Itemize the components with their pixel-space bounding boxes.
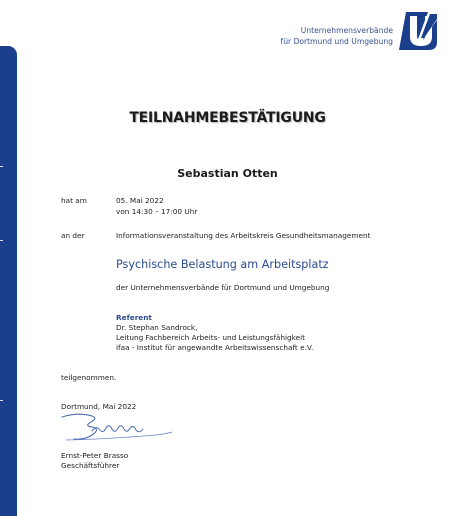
referent-line: Leitung Fachbereich Arbeits- und Leistungsfähigkeit <box>116 333 306 342</box>
referent-line: ifaa - Institut für angewandte Arbeitswissenschaft e.V. <box>116 343 314 352</box>
event-description: Informationsveranstaltung des Arbeitskreis Gesundheitsmanagement <box>116 231 371 240</box>
signer-name: Ernst-Peter Brasso <box>61 451 129 460</box>
uv-logo-icon <box>397 10 439 52</box>
participant-name: Sebastian Otten <box>177 167 278 180</box>
side-tick <box>0 240 3 241</box>
event-label: an der <box>61 231 85 240</box>
referent-line: Dr. Stephan Sandrock, <box>116 323 198 332</box>
side-tick <box>0 400 3 401</box>
referent-heading: Referent <box>116 313 152 322</box>
organization-name <box>281 26 393 47</box>
date-value: 05. Mai 2022 <box>116 196 164 205</box>
document-title: TEILNAHMEBESTÄTIGUNG <box>129 110 326 126</box>
participated-text: teilgenommen. <box>61 373 117 382</box>
organization-name-line1: Unternehmensverbände <box>300 26 393 35</box>
organization-name-line2: für Dortmund und Umgebung <box>280 36 393 46</box>
date-label: hat am <box>61 196 87 205</box>
time-value: von 14:30 – 17:00 Uhr <box>116 207 198 216</box>
event-title: Psychische Belastung am Arbeitsplatz <box>116 258 329 271</box>
signer-role: Geschäftsführer <box>61 461 120 470</box>
signature-icon <box>58 413 174 443</box>
organizer-line: der Unternehmensverbände für Dortmund und Umgebung <box>116 283 330 292</box>
place-date: Dortmund, Mai 2022 <box>61 402 137 411</box>
